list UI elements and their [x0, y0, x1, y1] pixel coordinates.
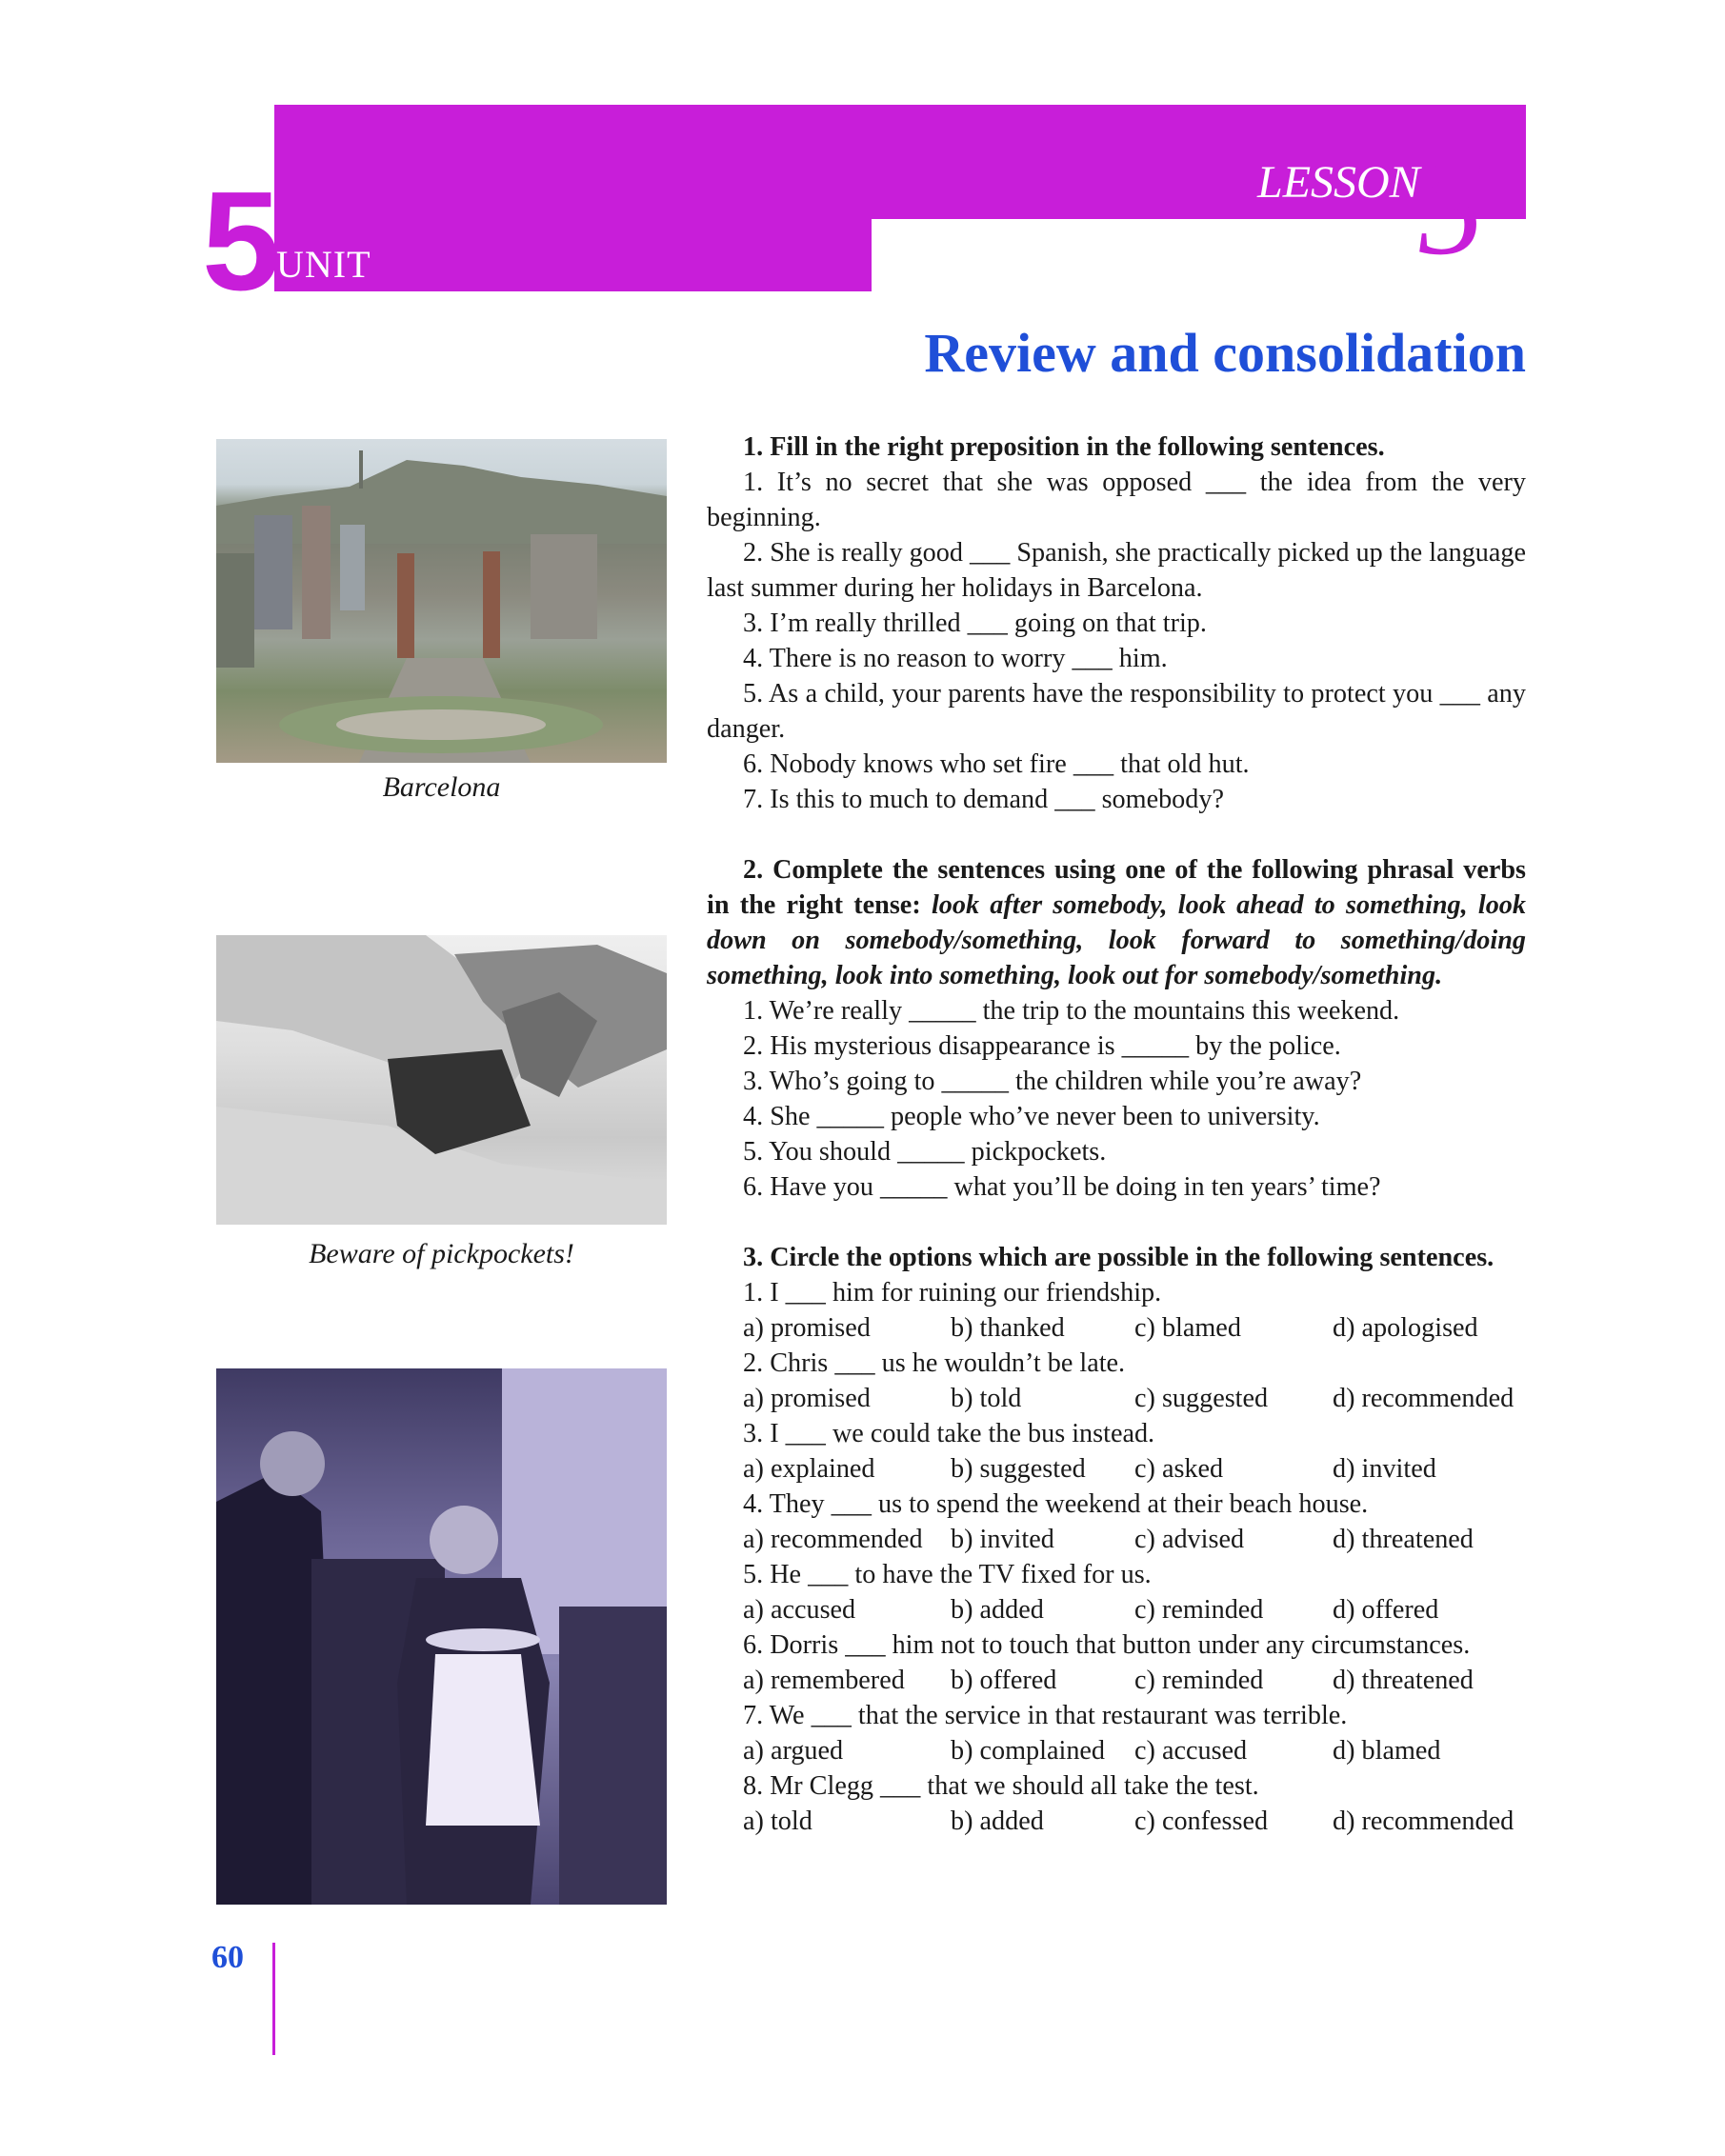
option-d[interactable]: d) recommended [1333, 1384, 1514, 1413]
page-title: Review and consolidation [924, 322, 1526, 384]
barcelona-photo [216, 439, 667, 763]
option-b[interactable]: b) added [951, 1595, 1044, 1625]
exercise-2-item: 5. You should _____ pickpockets. [743, 1137, 1107, 1167]
page-divider [272, 1943, 275, 2055]
option-a[interactable]: a) promised [743, 1313, 871, 1343]
exercise-3-title: 3. Circle the options which are possible in the following sentences. [743, 1243, 1494, 1272]
unit-label: UNIT [276, 243, 371, 286]
exercise-3-options [707, 1451, 1526, 1487]
exercise-3-options [707, 1381, 1526, 1416]
option-a[interactable]: a) remembered [743, 1666, 905, 1695]
option-d[interactable]: d) recommended [1333, 1807, 1514, 1836]
exercise-3-options [707, 1663, 1526, 1698]
option-d[interactable]: d) threatened [1333, 1525, 1474, 1554]
phrasal-verbs-list: look after somebody, look ahead to something, look down on somebody/something, look forward to something/doing something, look into something, look out for somebody/something. [707, 890, 1526, 990]
exercise-3-question: 6. Dorris ___ him not to touch that button under any circumstances. [743, 1630, 1471, 1660]
option-b[interactable]: b) offered [951, 1666, 1057, 1695]
option-b[interactable]: b) told [951, 1384, 1022, 1413]
exercise-1-title: 1. Fill in the right preposition in the following sentences. [743, 432, 1385, 462]
option-d[interactable]: d) apologised [1333, 1313, 1478, 1343]
exercise-1-item: 2. She is really good ___ Spanish, she practically picked up the language last summer during her holidays in Barcelona. [707, 538, 1526, 603]
lesson-label: LESSON [1257, 157, 1420, 208]
exercise-3-options [707, 1522, 1526, 1557]
exercise-3-question: 7. We ___ that the service in that restaurant was terrible. [743, 1701, 1348, 1730]
exercise-2-item: 4. She _____ people who’ve never been to university. [743, 1102, 1320, 1131]
exercise-3-options [707, 1592, 1526, 1627]
option-c[interactable]: c) reminded [1134, 1666, 1264, 1695]
exercise-3-question: 8. Mr Clegg ___ that we should all take the test. [743, 1771, 1259, 1801]
option-d[interactable]: d) invited [1333, 1454, 1436, 1484]
exercise-3-question: 3. I ___ we could take the bus instead. [743, 1419, 1155, 1448]
option-b[interactable]: b) added [951, 1807, 1044, 1836]
option-b[interactable]: b) suggested [951, 1454, 1086, 1484]
exercise-1-item: 7. Is this to much to demand ___ somebody? [743, 785, 1224, 814]
option-b[interactable]: b) thanked [951, 1313, 1065, 1343]
exercise-1-item: 1. It’s no secret that she was opposed ___ the idea from the very beginning. [707, 468, 1526, 532]
option-a[interactable]: a) argued [743, 1736, 844, 1766]
exercise-2-item: 2. His mysterious disappearance is _____ by the police. [743, 1031, 1341, 1061]
exercise-3-question: 2. Chris ___ us he wouldn’t be late. [743, 1348, 1126, 1378]
exercise-3-options [707, 1310, 1526, 1346]
option-d[interactable]: d) blamed [1333, 1736, 1441, 1766]
option-c[interactable]: c) asked [1134, 1454, 1224, 1484]
option-c[interactable]: c) advised [1134, 1525, 1245, 1554]
option-a[interactable]: a) explained [743, 1454, 875, 1484]
option-c[interactable]: c) blamed [1134, 1313, 1241, 1343]
waiter-photo [216, 1368, 667, 1905]
exercise-1-item: 3. I’m really thrilled ___ going on that trip. [743, 609, 1207, 638]
option-a[interactable]: a) recommended [743, 1525, 923, 1554]
unit-number: 5 [202, 163, 281, 320]
exercise-3-question: 4. They ___ us to spend the weekend at their beach house. [743, 1489, 1369, 1519]
barcelona-caption: Barcelona [382, 771, 501, 803]
option-d[interactable]: d) threatened [1333, 1666, 1474, 1695]
option-d[interactable]: d) offered [1333, 1595, 1439, 1625]
option-b[interactable]: b) invited [951, 1525, 1054, 1554]
exercise-2-item: 6. Have you _____ what you’ll be doing in ten years’ time? [743, 1172, 1381, 1202]
exercise-3-question: 1. I ___ him for ruining our friendship. [743, 1278, 1162, 1308]
option-b[interactable]: b) complained [951, 1736, 1106, 1766]
exercise-2-item: 1. We’re really _____ the trip to the mountains this weekend. [743, 996, 1400, 1026]
option-c[interactable]: c) suggested [1134, 1384, 1269, 1413]
exercise-3-question: 5. He ___ to have the TV fixed for us. [743, 1560, 1152, 1589]
pickpocket-caption: Beware of pickpockets! [309, 1238, 574, 1269]
option-a[interactable]: a) accused [743, 1595, 856, 1625]
option-c[interactable]: c) accused [1134, 1736, 1248, 1766]
exercise-2-title: 2. Complete the sentences using one of the following phrasal verbs in the right tense: [707, 855, 1526, 920]
option-a[interactable]: a) told [743, 1807, 812, 1836]
exercise-2-instructions [707, 852, 1526, 993]
exercise-3-options [707, 1804, 1526, 1839]
exercise-1-item: 6. Nobody knows who set fire ___ that old hut. [743, 749, 1250, 779]
lesson-number: 5 [1417, 135, 1484, 283]
exercise-column [707, 429, 1526, 1839]
option-c[interactable]: c) reminded [1134, 1595, 1264, 1625]
exercise-3-options [707, 1733, 1526, 1768]
option-c[interactable]: c) confessed [1134, 1807, 1269, 1836]
exercise-1-item: 4. There is no reason to worry ___ him. [743, 644, 1168, 673]
exercise-2-item: 3. Who’s going to _____ the children while you’re away? [743, 1067, 1362, 1096]
page-number: 60 [211, 1940, 244, 1975]
option-a[interactable]: a) promised [743, 1384, 871, 1413]
pickpocket-photo [216, 935, 667, 1225]
exercise-1-item: 5. As a child, your parents have the responsibility to protect you ___ any danger. [707, 679, 1526, 744]
